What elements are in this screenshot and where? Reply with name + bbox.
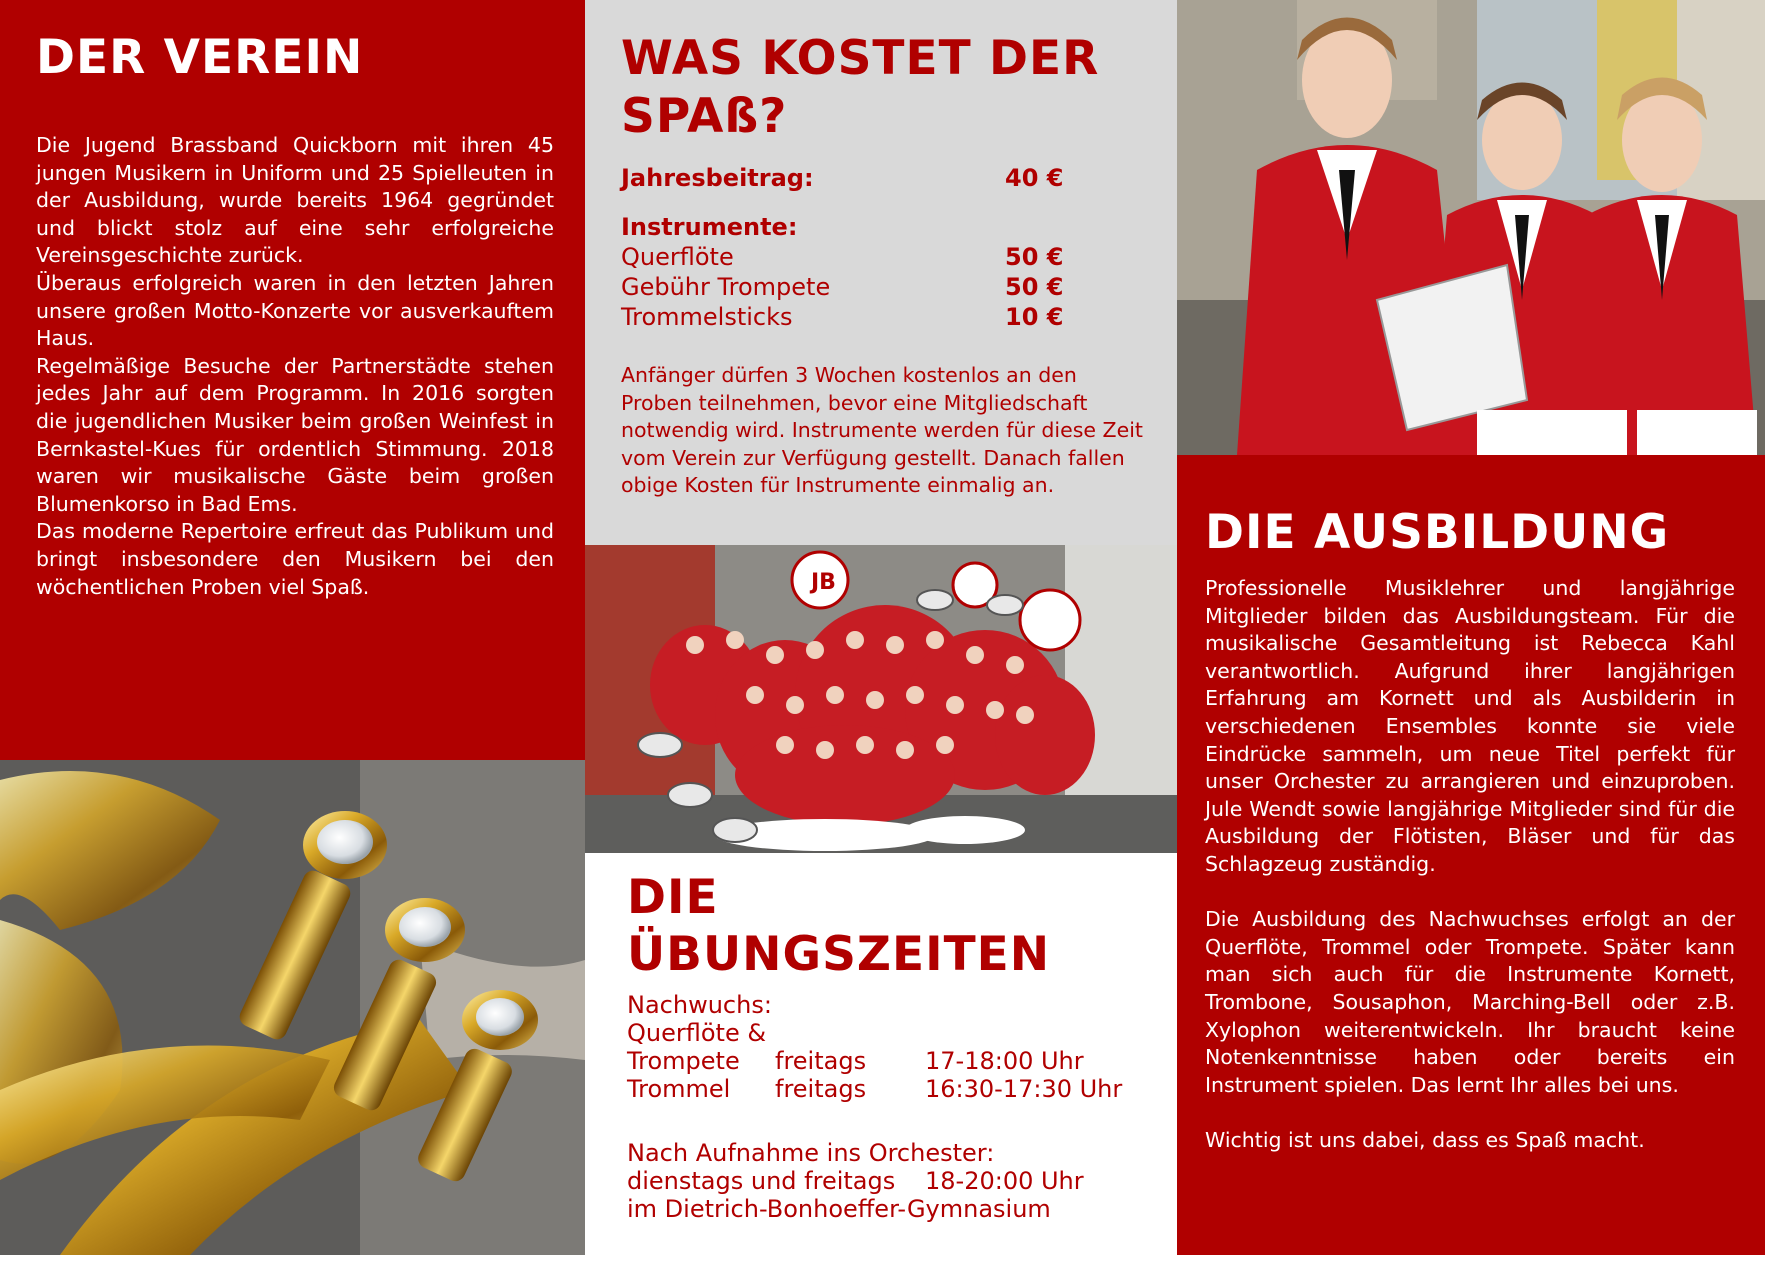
kosten-panel — [585, 0, 1177, 545]
querfloete-label: Querflöte & — [627, 1019, 767, 1047]
ausbildung-title: DIE AUSBILDUNG — [1205, 505, 1670, 560]
orchester-label: Nach Aufnahme ins Orchester: — [627, 1139, 995, 1167]
verein-text — [36, 132, 554, 601]
orchester-time: 18-20:00 Uhr — [925, 1167, 1084, 1195]
trumpet-valves-illustration — [0, 760, 585, 1255]
ausbildung-text — [1205, 575, 1735, 1154]
kosten-title — [621, 30, 1099, 146]
paragraph-spacer — [1205, 1099, 1735, 1127]
instrument-label: Gebühr Trompete — [621, 273, 831, 301]
kosten-note: Anfänger dürfen 3 Wochen kostenlos an den Proben teilnehmen, bevor eine Mitgliedschaft notwendig wird. Instrumente werden für diese Zeit vom Verein zur Verfügung gestellt. Danach fallen obige Kosten für Instrumente einmalig an. — [621, 363, 1143, 498]
ort-label: im Dietrich-Bonhoeffer-Gymnasium — [627, 1195, 1051, 1223]
trommel-label: Trommel — [627, 1075, 731, 1103]
ausbildung-paragraph: Professionelle Musiklehrer und langjährige Mitglieder bilden das Ausbildungsteam. Für die musikalische Gesamtleitung ist Rebecca Kahl verantwortlich. Aufgrund ihrer langjährigen Erfahrung am Kornett und als Ausbilderin in verschiedenen Ensembles konnte sie viele Eindrücke sammeln, um neue Titel perfekt für unser Orchester zu arrangieren und einzuproben. Jule Wendt sowie langjährige Mitglieder sind für die Ausbildung der Flötisten, Bläser und für das Schlagzeug zuständig. — [1205, 576, 1735, 876]
instrument-price: 50 € — [1005, 243, 1064, 271]
verein-paragraph: Regelmäßige Besuche der Partnerstädte stehen jedes Jahr auf dem Programm. In 2016 sorgten die jugendlichen Musiker beim großen Weinfest in Bernkastel-Kues für ordentlich Stimmung. 2018 waren wir musikalische Gäste beim großen Blumenkorso in Bad Ems. — [36, 353, 554, 516]
zeiten-title-line2: ÜBUNGSZEITEN — [627, 927, 1051, 982]
ausbildung-panel — [1177, 455, 1765, 1255]
instrument-price: 10 € — [1005, 303, 1064, 331]
instrumente-heading: Instrumente: — [621, 213, 798, 241]
orchester-days: dienstags und freitags — [627, 1167, 896, 1195]
verein-paragraph: Die Jugend Brassband Quickborn mit ihren 45 jungen Musikern in Uniform und 25 Spielleuten in der Ausbildung, wurde bereits 1964 gegründet und blickt stolz auf eine sehr erfolgreiche Vereinsgeschichte zurück. — [36, 133, 554, 268]
verein-title: DER VEREIN — [36, 30, 364, 85]
instrument-label: Trommelsticks — [621, 303, 793, 331]
band-group-illustration — [585, 545, 1177, 853]
trompete-day: freitags — [775, 1047, 867, 1075]
ausbildung-paragraph: Wichtig ist uns dabei, dass es Spaß macht. — [1205, 1127, 1645, 1152]
verein-panel — [0, 0, 585, 760]
drum-logo-text: JB — [811, 570, 836, 595]
zeiten-panel — [585, 853, 1177, 1255]
kosten-title-line1: WAS KOSTET DER — [621, 31, 1100, 86]
instrument-label: Querflöte — [621, 243, 734, 271]
zeiten-title — [627, 869, 1050, 983]
verein-paragraph: Das moderne Repertoire erfreut das Publikum und bringt insbesondere den Musikern bei den wöchentlichen Proben viel Spaß. — [36, 519, 554, 599]
band-group-photo — [585, 545, 1177, 853]
girls-illustration — [1177, 0, 1765, 455]
jahresbeitrag-label: Jahresbeitrag: — [621, 164, 814, 192]
brass-instrument-photo — [0, 760, 585, 1255]
trompete-time: 17-18:00 Uhr — [925, 1047, 1084, 1075]
trommel-time: 16:30-17:30 Uhr — [925, 1075, 1123, 1103]
kosten-title-line2: SPAß? — [621, 89, 788, 144]
girls-uniform-photo — [1177, 0, 1765, 455]
verein-paragraph: Überaus erfolgreich waren in den letzten Jahren unsere großen Motto-Konzerte vor ausverkauftem Haus. — [36, 270, 554, 351]
instrument-price: 50 € — [1005, 273, 1064, 301]
zeiten-title-line1: DIE — [627, 870, 719, 925]
nachwuchs-label: Nachwuchs: — [627, 991, 772, 1019]
jahresbeitrag-price: 40 € — [1005, 164, 1064, 192]
trommel-day: freitags — [775, 1075, 867, 1103]
ausbildung-paragraph: Die Ausbildung des Nachwuchses erfolgt an der Querflöte, Trommel oder Trompete. Später kann man sich auch für die Instrumente Kornett, Trombone, Sousaphon, Marching-Bell oder z.B. Xylophon weiterentwickeln. Ihr braucht keine Notenkenntnisse haben oder bereits ein Instrument spielen. Das lernt Ihr alles bei uns. — [1205, 907, 1735, 1097]
trompete-label: Trompete — [627, 1047, 740, 1075]
paragraph-spacer — [1205, 879, 1735, 907]
